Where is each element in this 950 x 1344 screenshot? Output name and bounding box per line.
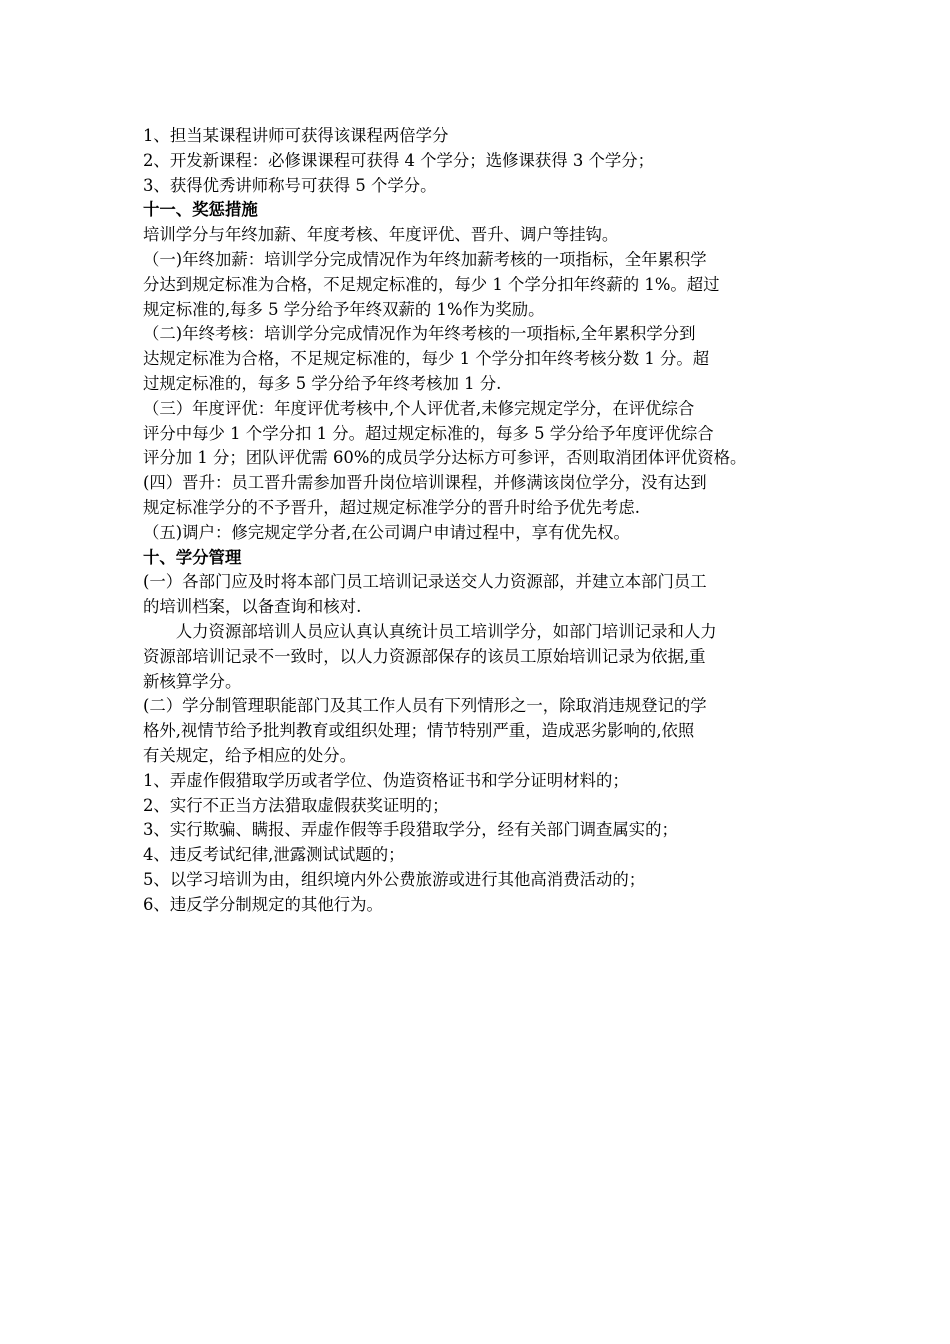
text-line: 2、开发新课程：必修课课程可获得 4 个学分；选修课获得 3 个学分； [143, 150, 655, 170]
text-line: 过规定标准的，每多 5 学分给予年终考核加 1 分. [143, 373, 502, 393]
text-line: 的培训档案，以备查询和核对. [143, 597, 362, 617]
text-line: 4、违反考试纪律,泄露测试试题的； [143, 845, 405, 865]
text-line: 人力资源部培训人员应认真认真统计员工培训学分，如部门培训记录和人力 [143, 621, 717, 641]
document-body [143, 124, 823, 918]
text-line: 评分中每少 1 个学分扣 1 分。超过规定标准的，每多 5 学分给予年度评优综合 [143, 423, 714, 443]
text-line: （五)调户：修完规定学分者,在公司调户申请过程中，享有优先权。 [143, 522, 630, 542]
section-heading: 十、学分管理 [143, 547, 242, 567]
text-line: 达规定标准为合格，不足规定标准的，每少 1 个学分扣年终考核分数 1 分。超 [143, 349, 710, 369]
text-line: （二)年终考核：培训学分完成情况作为年终考核的一项指标,全年累积学分到 [143, 324, 696, 344]
text-line: 资源部培训记录不一致时，以人力资源部保存的该员工原始培训记录为依据,重 [143, 646, 706, 666]
text-line: 2、实行不正当方法猎取虚假获奖证明的； [143, 795, 449, 815]
text-line: 规定标准学分的不予晋升，超过规定标准学分的晋升时给予优先考虑. [143, 497, 640, 517]
section-heading: 十一、奖惩措施 [143, 200, 258, 220]
text-line: (一）各部门应及时将本部门员工培训记录送交人力资源部，并建立本部门员工 [143, 572, 707, 592]
text-line: 1、弄虚作假猎取学历或者学位、伪造资格证书和学分证明材料的； [143, 770, 629, 790]
text-line: 5、以学习培训为由，组织境内外公费旅游或进行其他高消费活动的； [143, 869, 646, 889]
text-line: （三）年度评优：年度评优考核中,个人评优者,未修完规定学分，在评优综合 [143, 398, 695, 418]
text-line: 有关规定，给予相应的处分。 [143, 745, 357, 765]
text-line: （一)年终加薪：培训学分完成情况作为年终加薪考核的一项指标，全年累积学 [143, 249, 707, 269]
text-line: 评分加 1 分；团队评优需 60%的成员学分达标方可参评，否则取消团体评优资格。 [143, 448, 747, 468]
text-line: 1、担当某课程讲师可获得该课程两倍学分 [143, 126, 449, 145]
text-line: 培训学分与年终加薪、年度考核、年度评优、晋升、调户等挂钩。 [143, 225, 619, 245]
text-line: (二）学分制管理职能部门及其工作人员有下列情形之一，除取消违规登记的学 [143, 696, 707, 716]
text-line: 分达到规定标准为合格，不足规定标准的，每少 1 个学分扣年终薪的 1%。超过 [143, 274, 720, 294]
text-line: (四）晋升：员工晋升需参加晋升岗位培训课程，并修满该岗位学分，没有达到 [143, 473, 707, 493]
text-line: 规定标准的,每多 5 学分给予年终双薪的 1%作为奖励。 [143, 299, 545, 319]
text-line: 6、违反学分制规定的其他行为。 [143, 894, 383, 914]
text-line: 3、获得优秀讲师称号可获得 5 个学分。 [143, 175, 437, 195]
text-line: 新核算学分。 [143, 671, 242, 691]
text-line: 3、实行欺骗、瞒报、弄虚作假等手段猎取学分，经有关部门调查属实的； [143, 820, 678, 840]
text-line: 格外,视情节给予批判教育或组织处理；情节特别严重，造成恶劣影响的,依照 [143, 721, 695, 741]
